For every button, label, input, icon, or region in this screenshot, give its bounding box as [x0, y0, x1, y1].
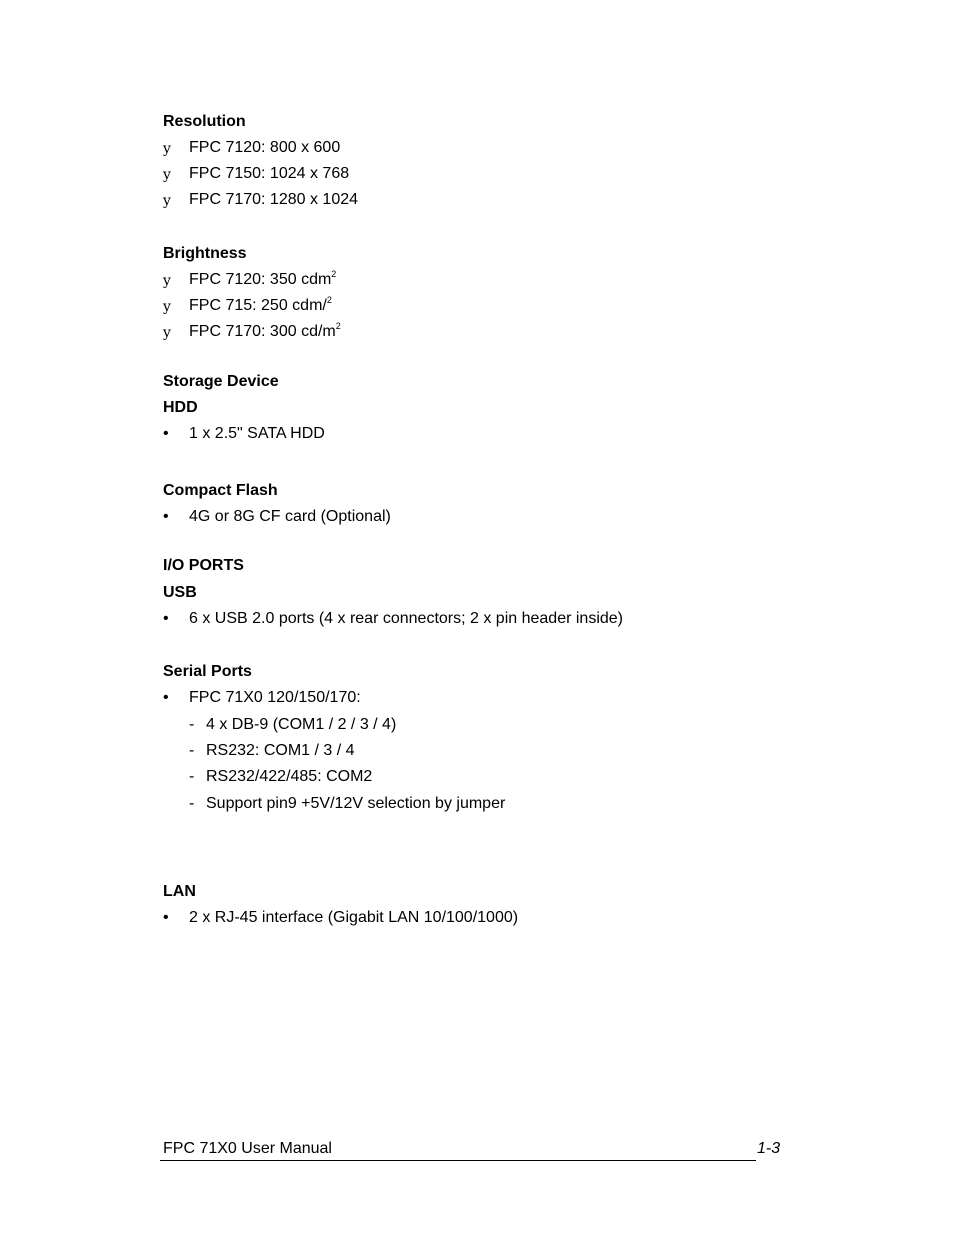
list-item: 1 x 2.5" SATA HDD [189, 425, 325, 442]
dash: - [189, 795, 195, 812]
section-heading-storage: Storage Device [163, 373, 279, 390]
list-item: 4G or 8G CF card (Optional) [189, 508, 391, 525]
bullet: • [163, 508, 169, 525]
dash: - [189, 742, 195, 759]
section-heading-resolution: Resolution [163, 113, 246, 130]
list-item: FPC 71X0 120/150/170: [189, 689, 361, 706]
list-item: FPC 7170: 1280 x 1024 [189, 191, 359, 208]
bullet: • [163, 425, 169, 442]
subheading-lan: LAN [163, 883, 196, 900]
list-marker: y [163, 167, 171, 183]
subheading-serial-ports: Serial Ports [163, 663, 252, 680]
section-heading-io-ports: I/O PORTS [163, 557, 244, 574]
list-marker: y [163, 325, 171, 341]
list-item: FPC 7170: 300 $cd/m^2$ [189, 321, 341, 340]
list-marker: y [163, 273, 171, 289]
footer-title: FPC 71X0 User Manual [163, 1140, 332, 1157]
list-marker: y [163, 141, 171, 157]
sub-list-item: 4 x DB-9 (COM1 / 2 / 3 / 4) [206, 716, 397, 733]
dash: - [189, 768, 195, 785]
sub-list-item: Support pin9 +5V/12V selection by jumper [206, 795, 506, 812]
bullet: • [163, 610, 169, 627]
section-heading-brightness: Brightness [163, 245, 247, 262]
sub-list-item: RS232/422/485: COM2 [206, 768, 373, 785]
dash: - [189, 716, 195, 733]
list-item: FPC 7120: 800 x 600 [189, 139, 341, 156]
list-item: FPC 7120: 350 cdm$^2$ [189, 269, 337, 288]
subheading-usb: USB [163, 584, 197, 601]
sub-list-item: RS232: COM1 / 3 / 4 [206, 742, 355, 759]
page-number: 1-3 [757, 1140, 781, 1157]
list-item: FPC 7150: 1024 x 768 [189, 165, 350, 182]
list-marker: y [163, 299, 171, 315]
list-item: FPC 715: 250 cdm/$^2$ [189, 295, 332, 314]
list-item: 6 x USB 2.0 ports (4 x rear connectors; 2 x pin header inside) [189, 610, 623, 627]
subheading-compact-flash: Compact Flash [163, 482, 278, 499]
subheading-hdd: HDD [163, 399, 198, 416]
list-marker: y [163, 193, 171, 209]
bullet: • [163, 689, 169, 706]
footer-rule [160, 1160, 756, 1161]
list-item: 2 x RJ-45 interface (Gigabit LAN 10/100/1000) [189, 909, 519, 926]
bullet: • [163, 909, 169, 926]
